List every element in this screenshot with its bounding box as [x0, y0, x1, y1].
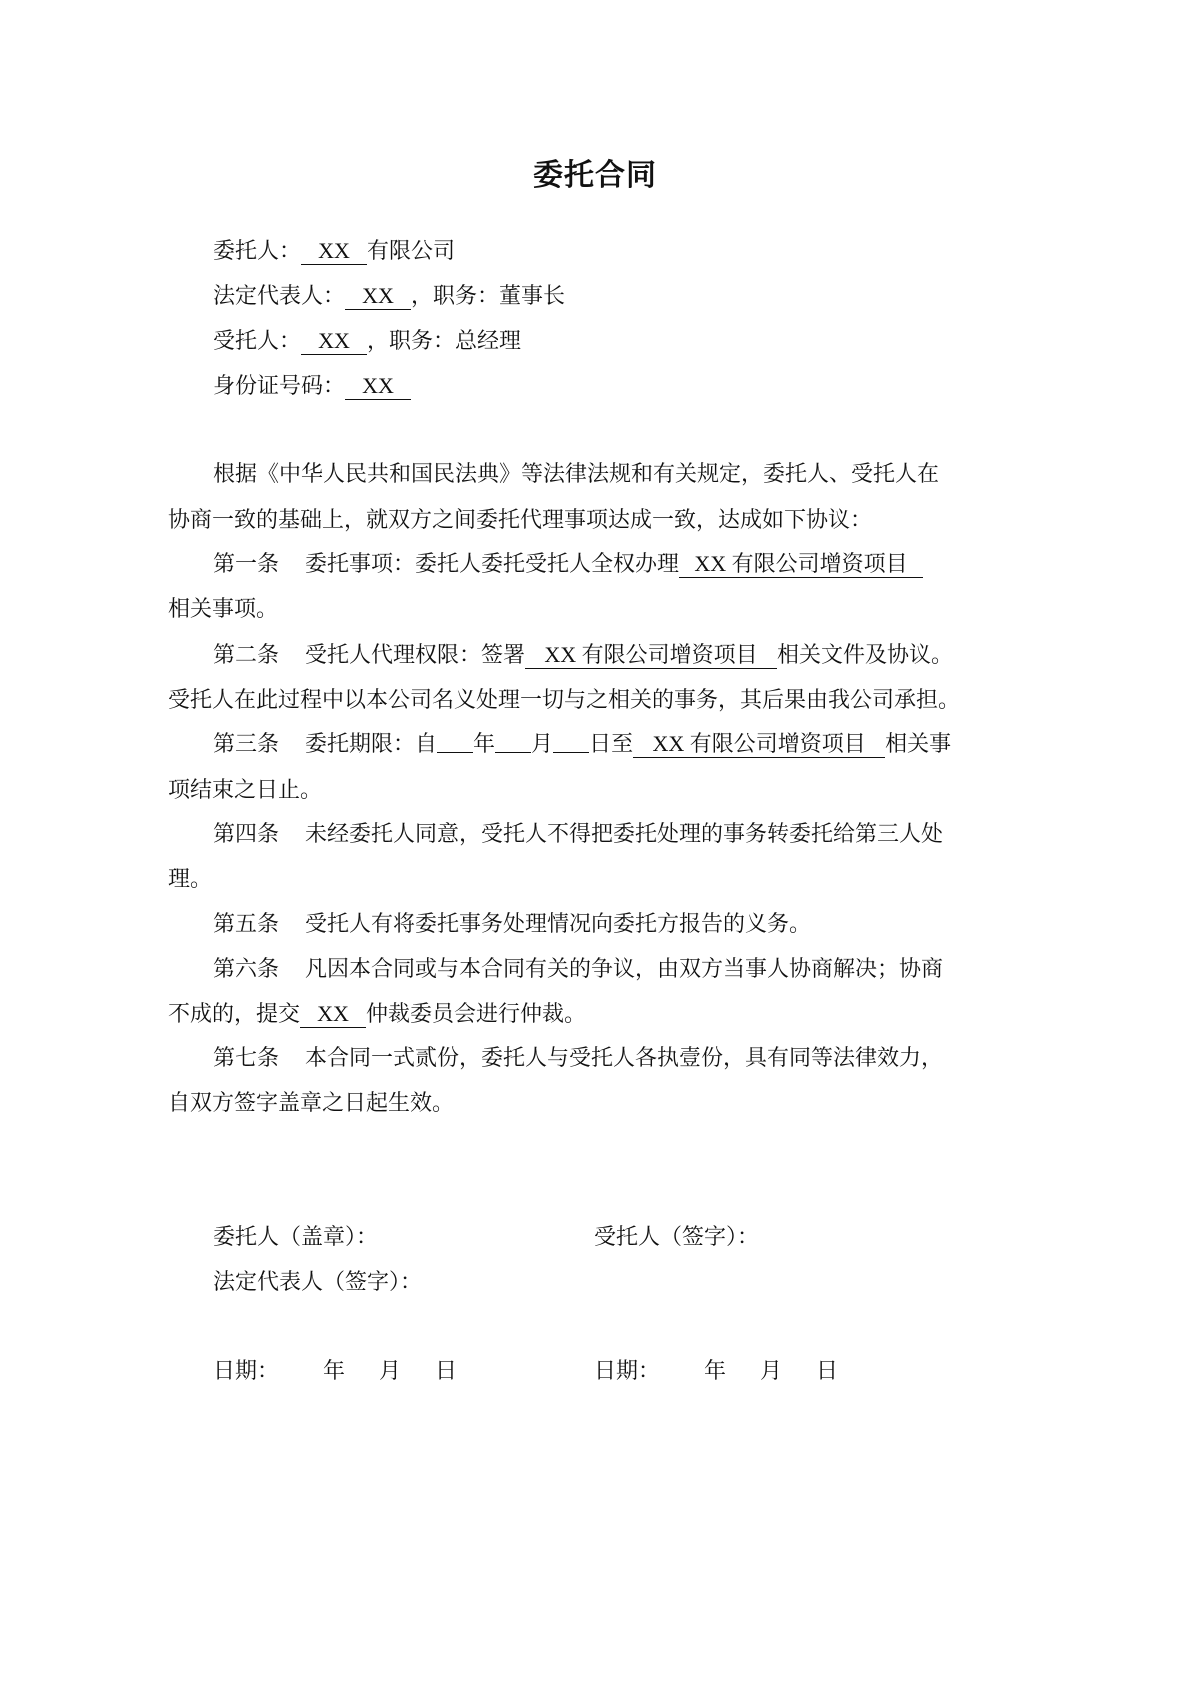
article-2-after: 相关文件及协议。 — [777, 643, 954, 668]
id-label: 身份证号码： — [213, 374, 346, 399]
article-7-cont: 自双方签字盖章之日起生效。 — [168, 1091, 455, 1116]
article-4-text: 未经委托人同意，受托人不得把委托处理的事务转委托给第三人处 — [305, 822, 944, 847]
article-7 — [213, 1044, 943, 1074]
agent-date — [594, 1357, 838, 1387]
year-blank — [437, 730, 473, 753]
article-5 — [213, 910, 811, 940]
principal-seal-label: 委托人（盖章）： — [213, 1225, 379, 1250]
article-5-number: 第五条 — [213, 912, 280, 937]
article-6-cont-before: 不成的，提交 — [168, 1002, 301, 1027]
id-value: XX — [345, 373, 411, 400]
legal-rep-line — [213, 282, 565, 312]
agent-name: XX — [301, 328, 367, 355]
article-2 — [213, 641, 953, 671]
article-3 — [213, 730, 951, 760]
article-6-cont — [168, 1000, 586, 1030]
article-3-cont: 项结束之日止。 — [168, 778, 323, 803]
agent-sign-label: 受托人（签字）： — [594, 1225, 760, 1250]
article-6-number: 第六条 — [213, 957, 280, 982]
principal-date — [213, 1357, 457, 1387]
article-7-number: 第七条 — [213, 1046, 280, 1071]
legal-rep-name: XX — [345, 283, 411, 310]
article-6-cont-after: 仲裁委员会进行仲裁。 — [366, 1002, 587, 1027]
article-1-number: 第一条 — [213, 552, 280, 577]
article-6-text: 凡因本合同或与本合同有关的争议，由双方当事人协商解决；协商 — [305, 957, 944, 982]
article-2-text: 受托人代理权限：签署 — [305, 643, 526, 668]
article-5-text: 受托人有将委托事务处理情况向委托方报告的义务。 — [305, 912, 812, 937]
date-month: 月 — [760, 1359, 783, 1384]
article-1-project: XX 有限公司增资项目 — [679, 551, 923, 578]
article-1-cont: 相关事项。 — [168, 597, 279, 622]
article-6 — [213, 955, 943, 985]
principal-suffix: 有限公司 — [367, 239, 456, 264]
month-blank — [495, 730, 531, 753]
date-year: 年 — [323, 1359, 346, 1384]
day-blank — [553, 730, 589, 753]
legal-rep-sign-label: 法定代表人（签字）： — [213, 1270, 423, 1295]
legal-rep-label: 法定代表人： — [213, 284, 346, 309]
preamble-line-1: 根据《中华人民共和国民法典》等法律法规和有关规定，委托人、受托人在 — [213, 462, 940, 487]
article-3-number: 第三条 — [213, 732, 280, 757]
date-label: 日期： — [213, 1359, 280, 1384]
article-3-text: 委托期限：自 — [305, 732, 438, 757]
principal-name: XX — [301, 238, 367, 265]
principal-line — [213, 237, 455, 267]
preamble-line-2: 协商一致的基础上，就双方之间委托代理事项达成一致，达成如下协议： — [168, 508, 873, 533]
article-4 — [213, 820, 943, 850]
year-label: 年 — [473, 732, 496, 757]
date-label: 日期： — [594, 1359, 661, 1384]
arbitration-body: XX — [300, 1001, 366, 1028]
article-2-number: 第二条 — [213, 643, 280, 668]
day-label: 日至 — [589, 732, 634, 757]
month-label: 月 — [531, 732, 554, 757]
article-1-text: 委托事项：委托人委托受托人全权办理 — [305, 552, 680, 577]
article-3-after: 相关事 — [885, 732, 952, 757]
agent-label: 受托人： — [213, 329, 302, 354]
legal-rep-position: ，职务：董事长 — [411, 284, 566, 309]
document-title: 委托合同 — [533, 158, 657, 193]
date-month: 月 — [379, 1359, 402, 1384]
date-year: 年 — [704, 1359, 727, 1384]
id-line — [213, 372, 411, 402]
date-day: 日 — [816, 1359, 839, 1384]
article-1 — [213, 550, 923, 580]
article-2-cont: 受托人在此过程中以本公司名义处理一切与之相关的事务，其后果由我公司承担。 — [168, 688, 961, 713]
article-2-project: XX 有限公司增资项目 — [525, 642, 777, 669]
article-4-number: 第四条 — [213, 822, 280, 847]
principal-label: 委托人： — [213, 239, 302, 264]
article-3-project: XX 有限公司增资项目 — [633, 731, 885, 758]
article-4-cont: 理。 — [168, 867, 213, 892]
agent-line — [213, 327, 521, 357]
agent-position: ，职务：总经理 — [367, 329, 522, 354]
date-day: 日 — [435, 1359, 458, 1384]
article-7-text: 本合同一式贰份，委托人与受托人各执壹份，具有同等法律效力， — [305, 1046, 944, 1071]
